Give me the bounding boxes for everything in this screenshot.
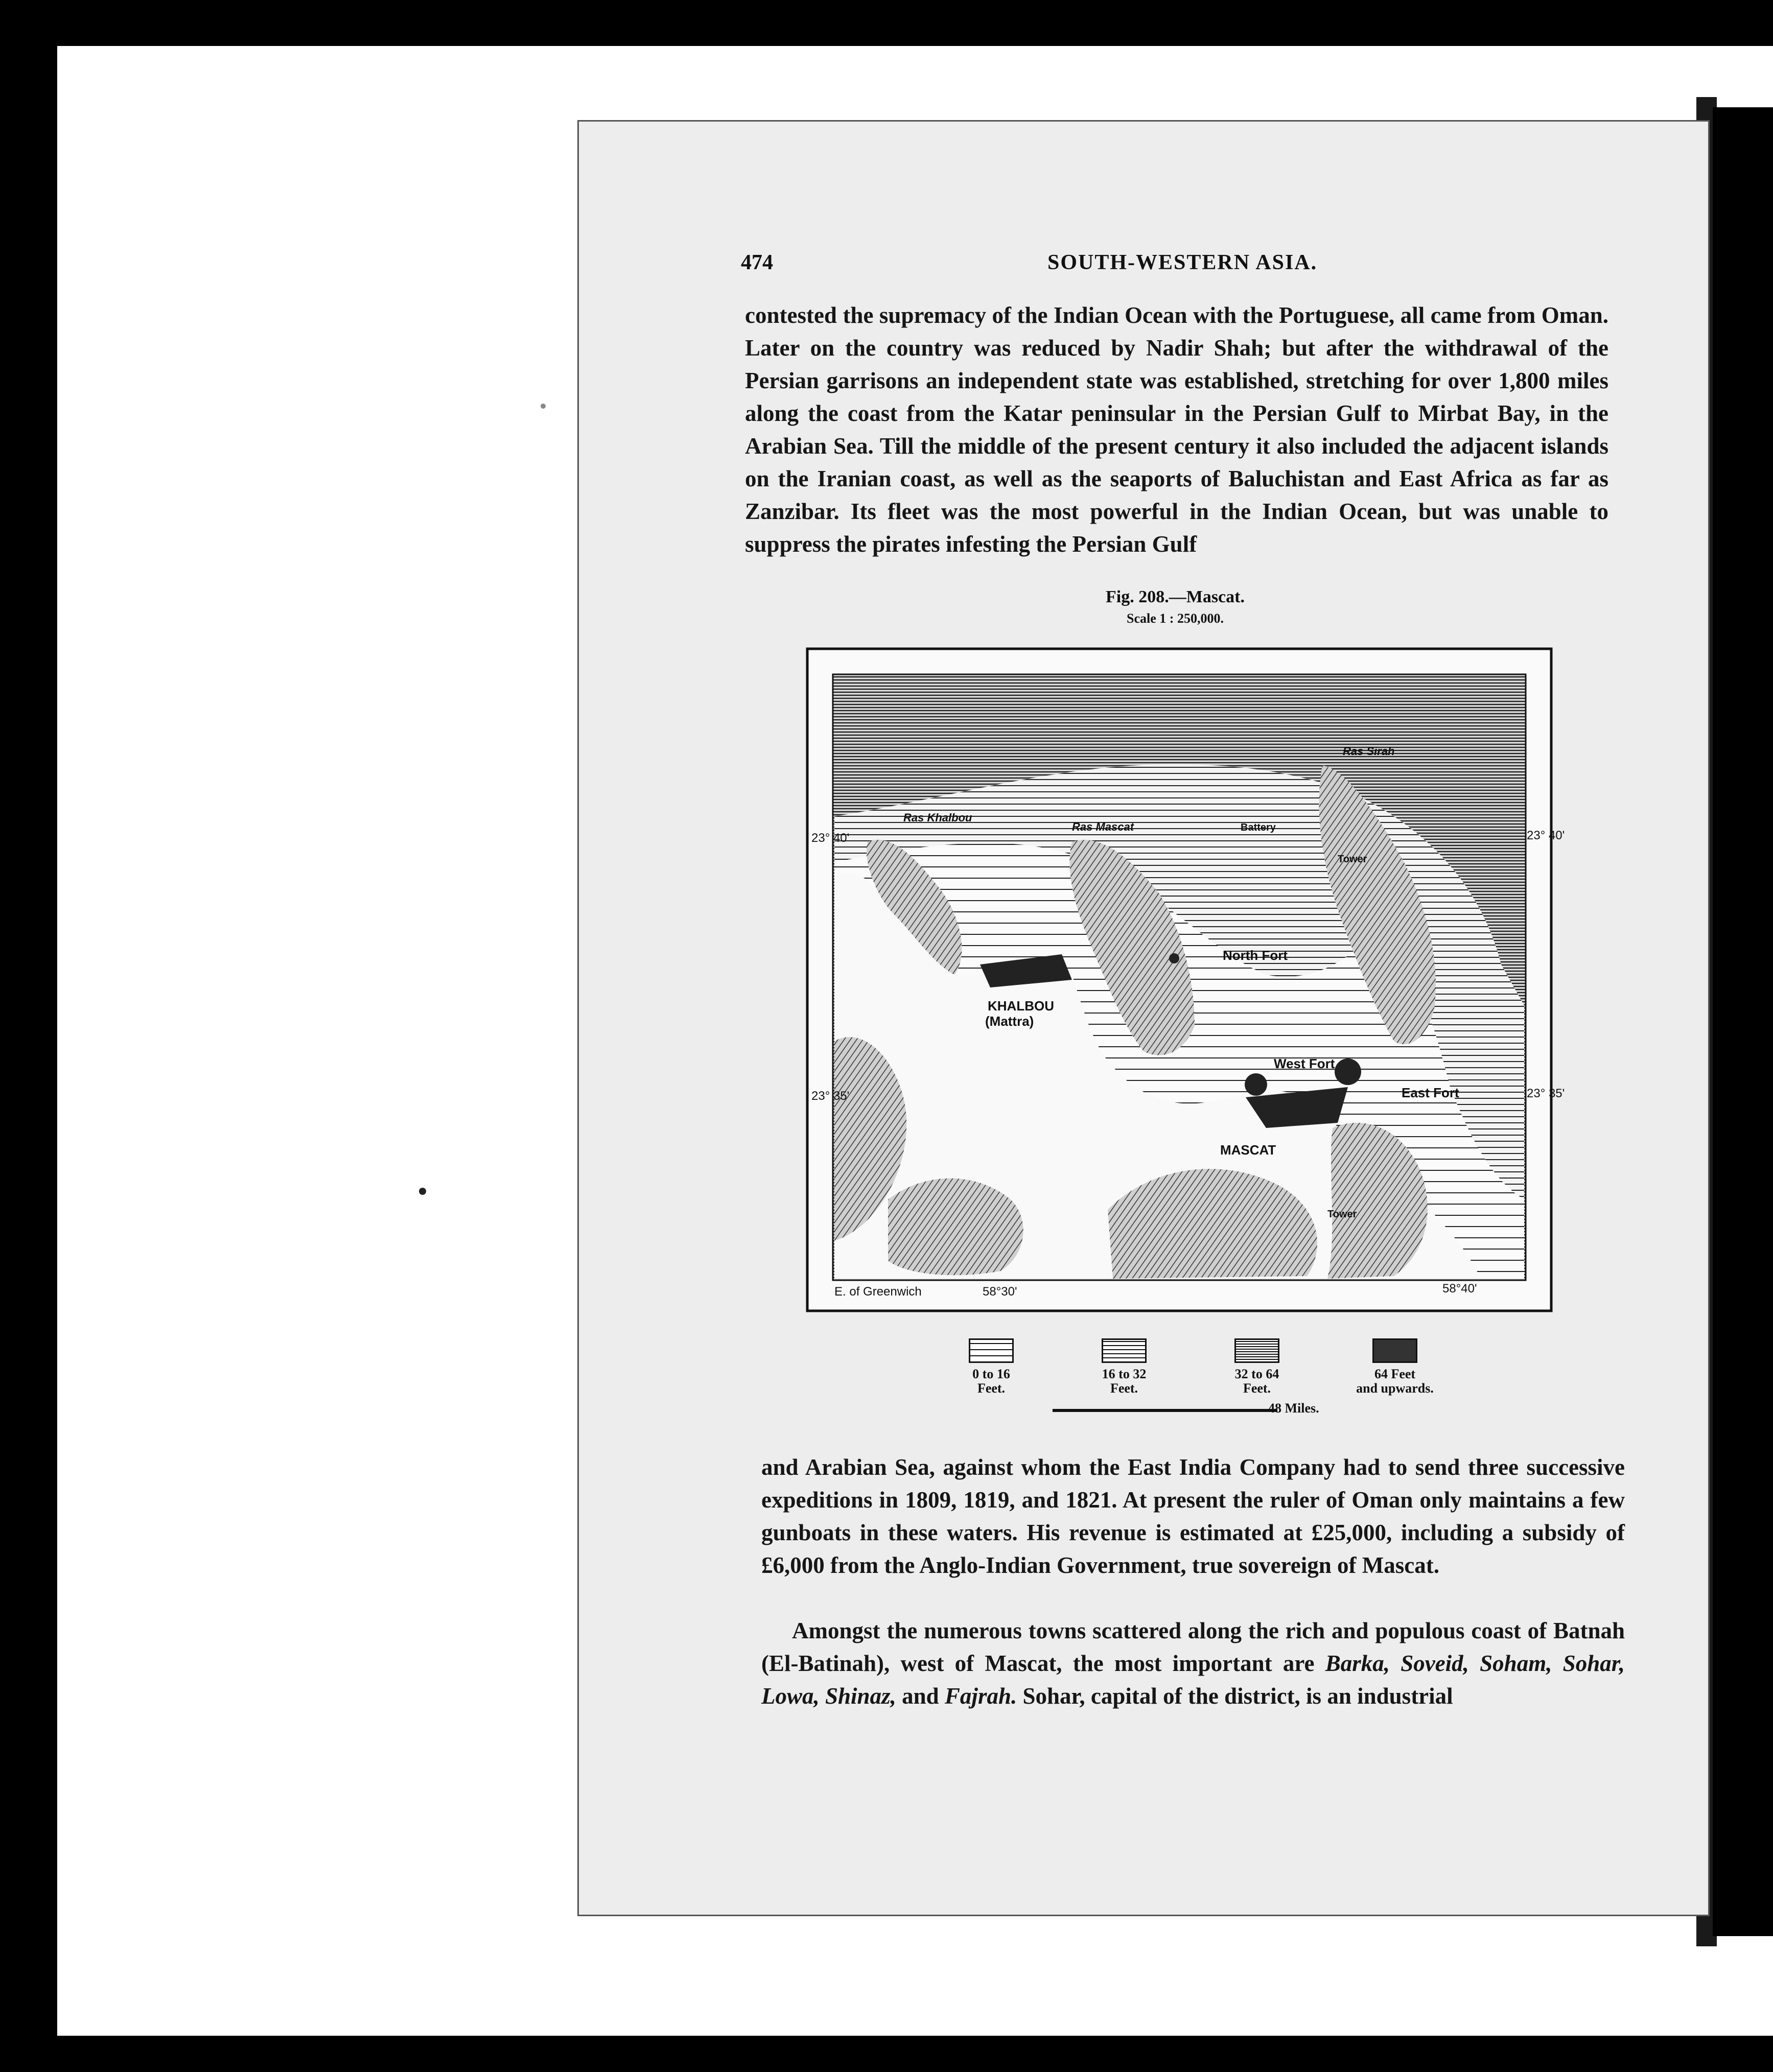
scan-border-bottom [0, 2036, 1773, 2072]
legend-label: 64 Feet [1374, 1367, 1416, 1381]
paragraph-top: contested the supremacy of the Indian Ocean with the Portuguese, all came from Oman. Later on the country was reduced by Nadir Shah; but after the withdrawal of the Persian garrisons an independent state was established, stretching for over 1,800 miles along the coast from the Katar peninsular in the Persian Gulf to Mirbat Bay, in the Arabian Sea. Till the middle of the present century it also included the adjacent islands on the Iranian coast, as well as the seaports of Baluchistan and East Africa as far as Zanzibar. Its fleet was the most powerful in the Indian Ocean, but was unable to suppress the pirates infesting the Persian Gulf [745, 302, 1608, 557]
scale-bar-label: 48 Miles. [1268, 1401, 1319, 1416]
legend-label: 32 to 64 [1234, 1367, 1279, 1381]
lon-58-30: 58°30' [983, 1285, 1017, 1299]
running-title: SOUTH-WESTERN ASIA. [1047, 251, 1318, 274]
paragraph-batnah-text-a: Amongst the numerous towns scattered along the rich and populous coast of Batnah (El-Batinah), west of Mascat, the most important are [761, 1618, 1625, 1676]
figure-scale: Scale 1 : 250,000. [1127, 611, 1224, 626]
label-ras-khalbou: Ras Khalbou [903, 811, 972, 824]
legend-item-0-16 [950, 1338, 1032, 1396]
label-east-fort: East Fort [1402, 1085, 1459, 1100]
west-fort-island [1245, 1073, 1267, 1096]
map-legend [950, 1338, 1451, 1420]
lat-35-left: 23° 35' [811, 1089, 850, 1103]
scan-border-left [0, 0, 57, 2072]
figure-title: Fig. 208.—Mascat. [1106, 587, 1245, 606]
label-mascat: MASCAT [1220, 1142, 1276, 1158]
mascat-map [806, 648, 1565, 1312]
legend-label: 16 to 32 [1102, 1367, 1147, 1381]
label-khalbou: KHALBOU [988, 998, 1054, 1014]
legend-item-64-plus [1354, 1338, 1436, 1396]
speck-mark [419, 1188, 426, 1195]
legend-label: Feet. [977, 1381, 1006, 1396]
scan-border-top [0, 0, 1773, 46]
lon-58-40: 58°40' [1442, 1282, 1477, 1296]
paragraph-batnah-text-b: Sohar, capital of the district, is an industrial [1017, 1683, 1453, 1709]
north-fort-marker [1169, 953, 1179, 963]
label-north-fort: North Fort [1223, 948, 1288, 963]
legend-label: Feet. [1243, 1381, 1271, 1396]
legend-item-32-64 [1216, 1338, 1298, 1396]
legend-swatch-16-32 [1102, 1338, 1147, 1363]
legend-item-16-32 [1083, 1338, 1165, 1396]
paragraph-continued: and Arabian Sea, against whom the East India Company had to send three successive expeditions in 1809, 1819, and 1821. At present the ruler of Oman only maintains a few gunboats in these waters. His revenue is estimated at £25,000, including a subsidy of £6,000 from the Anglo-Indian Government, true sovereign of Mascat. [761, 1454, 1625, 1578]
town-fajrah: Fajrah. [944, 1683, 1017, 1709]
label-tower-south: Tower [1327, 1209, 1357, 1220]
lon-label: E. of Greenwich [834, 1285, 922, 1299]
page-number: 474 [741, 251, 773, 274]
legend-swatch-0-16 [969, 1338, 1014, 1363]
speck-mark [541, 404, 546, 409]
legend-swatch-64-plus [1372, 1338, 1417, 1363]
figure-caption [971, 587, 1380, 626]
label-ras-mascat: Ras Mascat [1072, 820, 1134, 833]
scale-bar [1053, 1409, 1277, 1412]
conjunction-and: and [896, 1683, 945, 1709]
book-spine [1713, 107, 1773, 1936]
legend-label: and upwards. [1356, 1381, 1434, 1396]
legend-swatch-32-64 [1234, 1338, 1279, 1363]
lat-35-right: 23° 35' [1527, 1087, 1565, 1100]
paragraph-batnah [761, 1614, 1625, 1712]
legend-label: Feet. [1110, 1381, 1138, 1396]
east-fort-island [1335, 1058, 1361, 1085]
legend-label: 0 to 16 [972, 1367, 1010, 1381]
lat-40-left: 23° 40' [811, 831, 850, 845]
label-west-fort: West Fort [1274, 1056, 1335, 1071]
label-ras-sirah: Ras Sirah [1343, 745, 1395, 758]
label-mattra: (Mattra) [985, 1014, 1034, 1029]
label-battery: Battery [1241, 822, 1276, 833]
running-header [741, 250, 1609, 281]
lat-40-right: 23° 40' [1527, 829, 1565, 842]
town-list: Barka, Soveid, Soham, Sohar, Lowa, Shinaz, [761, 1651, 1625, 1709]
label-tower-north: Tower [1338, 854, 1367, 865]
